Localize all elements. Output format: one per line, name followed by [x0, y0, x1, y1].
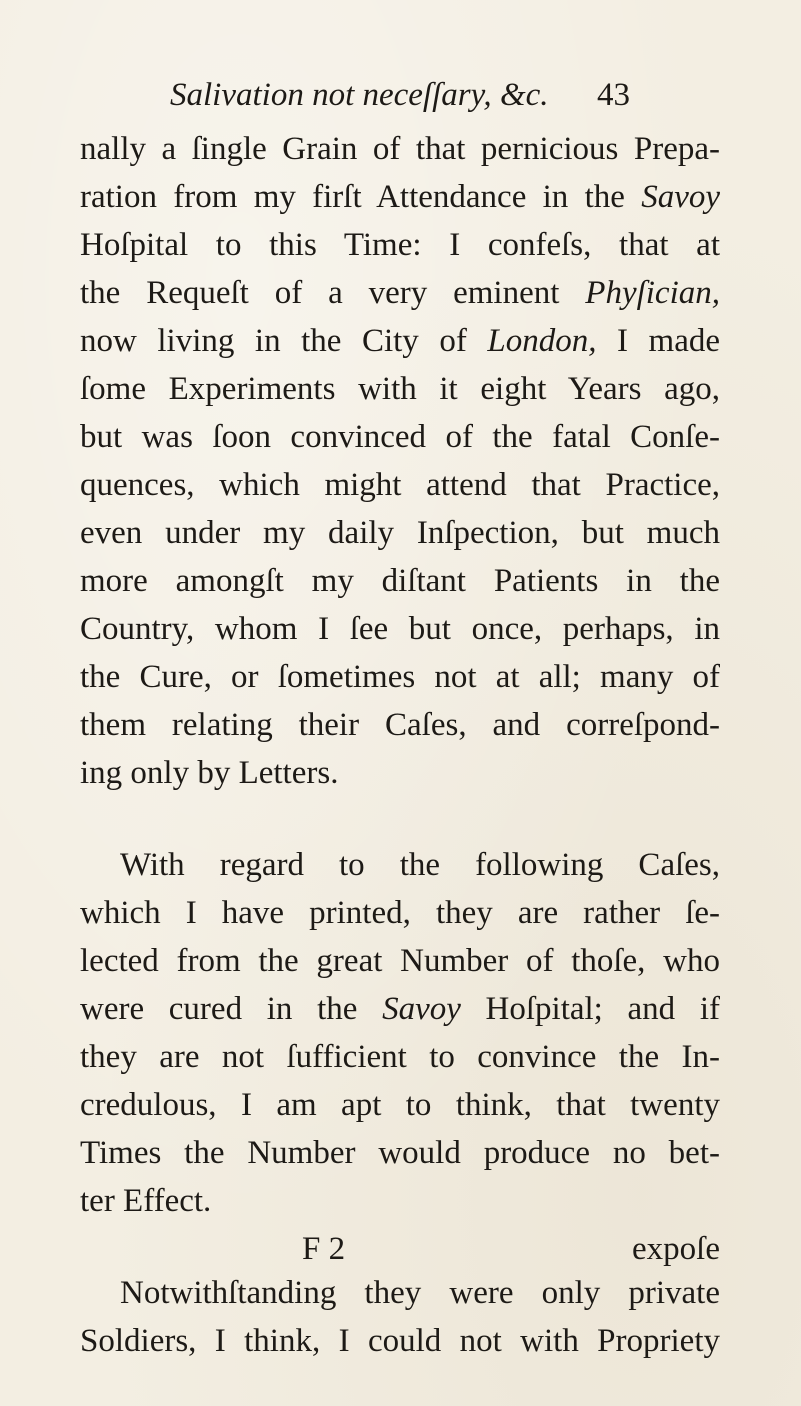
text-line: they are not ſufficient to convince the In- [80, 1039, 720, 1075]
text-line: Country, whom I ſee but once, perhaps, in [80, 611, 720, 647]
paragraph-gap [80, 797, 720, 841]
text-line: Notwithſtanding they were only private [120, 1275, 720, 1311]
text-line: but was ſoon convinced of the fatal Conſe- [80, 419, 720, 455]
text-line: nally a ſingle Grain of that pernicious Prepa- [80, 131, 720, 167]
body-text [80, 125, 720, 1365]
text-line: ration from my firſt Attendance in the Savoy [80, 179, 720, 215]
text-line: even under my daily Inſpection, but much [80, 515, 720, 551]
text-line: were cured in the Savoy Hoſpital; and if [80, 991, 720, 1027]
text-line: credulous, I am apt to think, that twenty [80, 1087, 720, 1123]
paragraph [80, 841, 720, 1225]
text-line: lected from the great Number of thoſe, who [80, 943, 720, 979]
text-line: more amongſt my diſtant Patients in the [80, 563, 720, 599]
running-head-title: Salivation not neceſſary, &c. [170, 77, 549, 113]
text-line: With regard to the following Caſes, [120, 847, 720, 883]
text-line: quences, which might attend that Practice, [80, 467, 720, 503]
text-line: which I have printed, they are rather ſe- [80, 895, 720, 931]
text-line: ing only by Letters. [80, 755, 339, 791]
signature-mark: F 2 [302, 1231, 346, 1267]
page-footer [80, 1225, 720, 1273]
text-line: the Cure, or ſometimes not at all; many of [80, 659, 720, 695]
page-number: 43 [597, 77, 630, 113]
catchword: expoſe [632, 1231, 720, 1267]
text-line: the Requeſt of a very eminent Phyſician, [80, 275, 720, 311]
text-line: ſome Experiments with it eight Years ago, [80, 371, 720, 407]
running-head [170, 70, 630, 120]
text-line: now living in the City of London, I made [80, 323, 720, 359]
paragraph [80, 125, 720, 797]
paragraph [80, 1269, 720, 1365]
text-line: Times the Number would produce no bet- [80, 1135, 720, 1171]
text-line: Hoſpital to this Time: I confeſs, that at [80, 227, 720, 263]
text-line: ter Effect. [80, 1183, 212, 1219]
text-line: Soldiers, I think, I could not with Propriety [80, 1323, 720, 1359]
text-line: them relating their Caſes, and correſpond- [80, 707, 720, 743]
